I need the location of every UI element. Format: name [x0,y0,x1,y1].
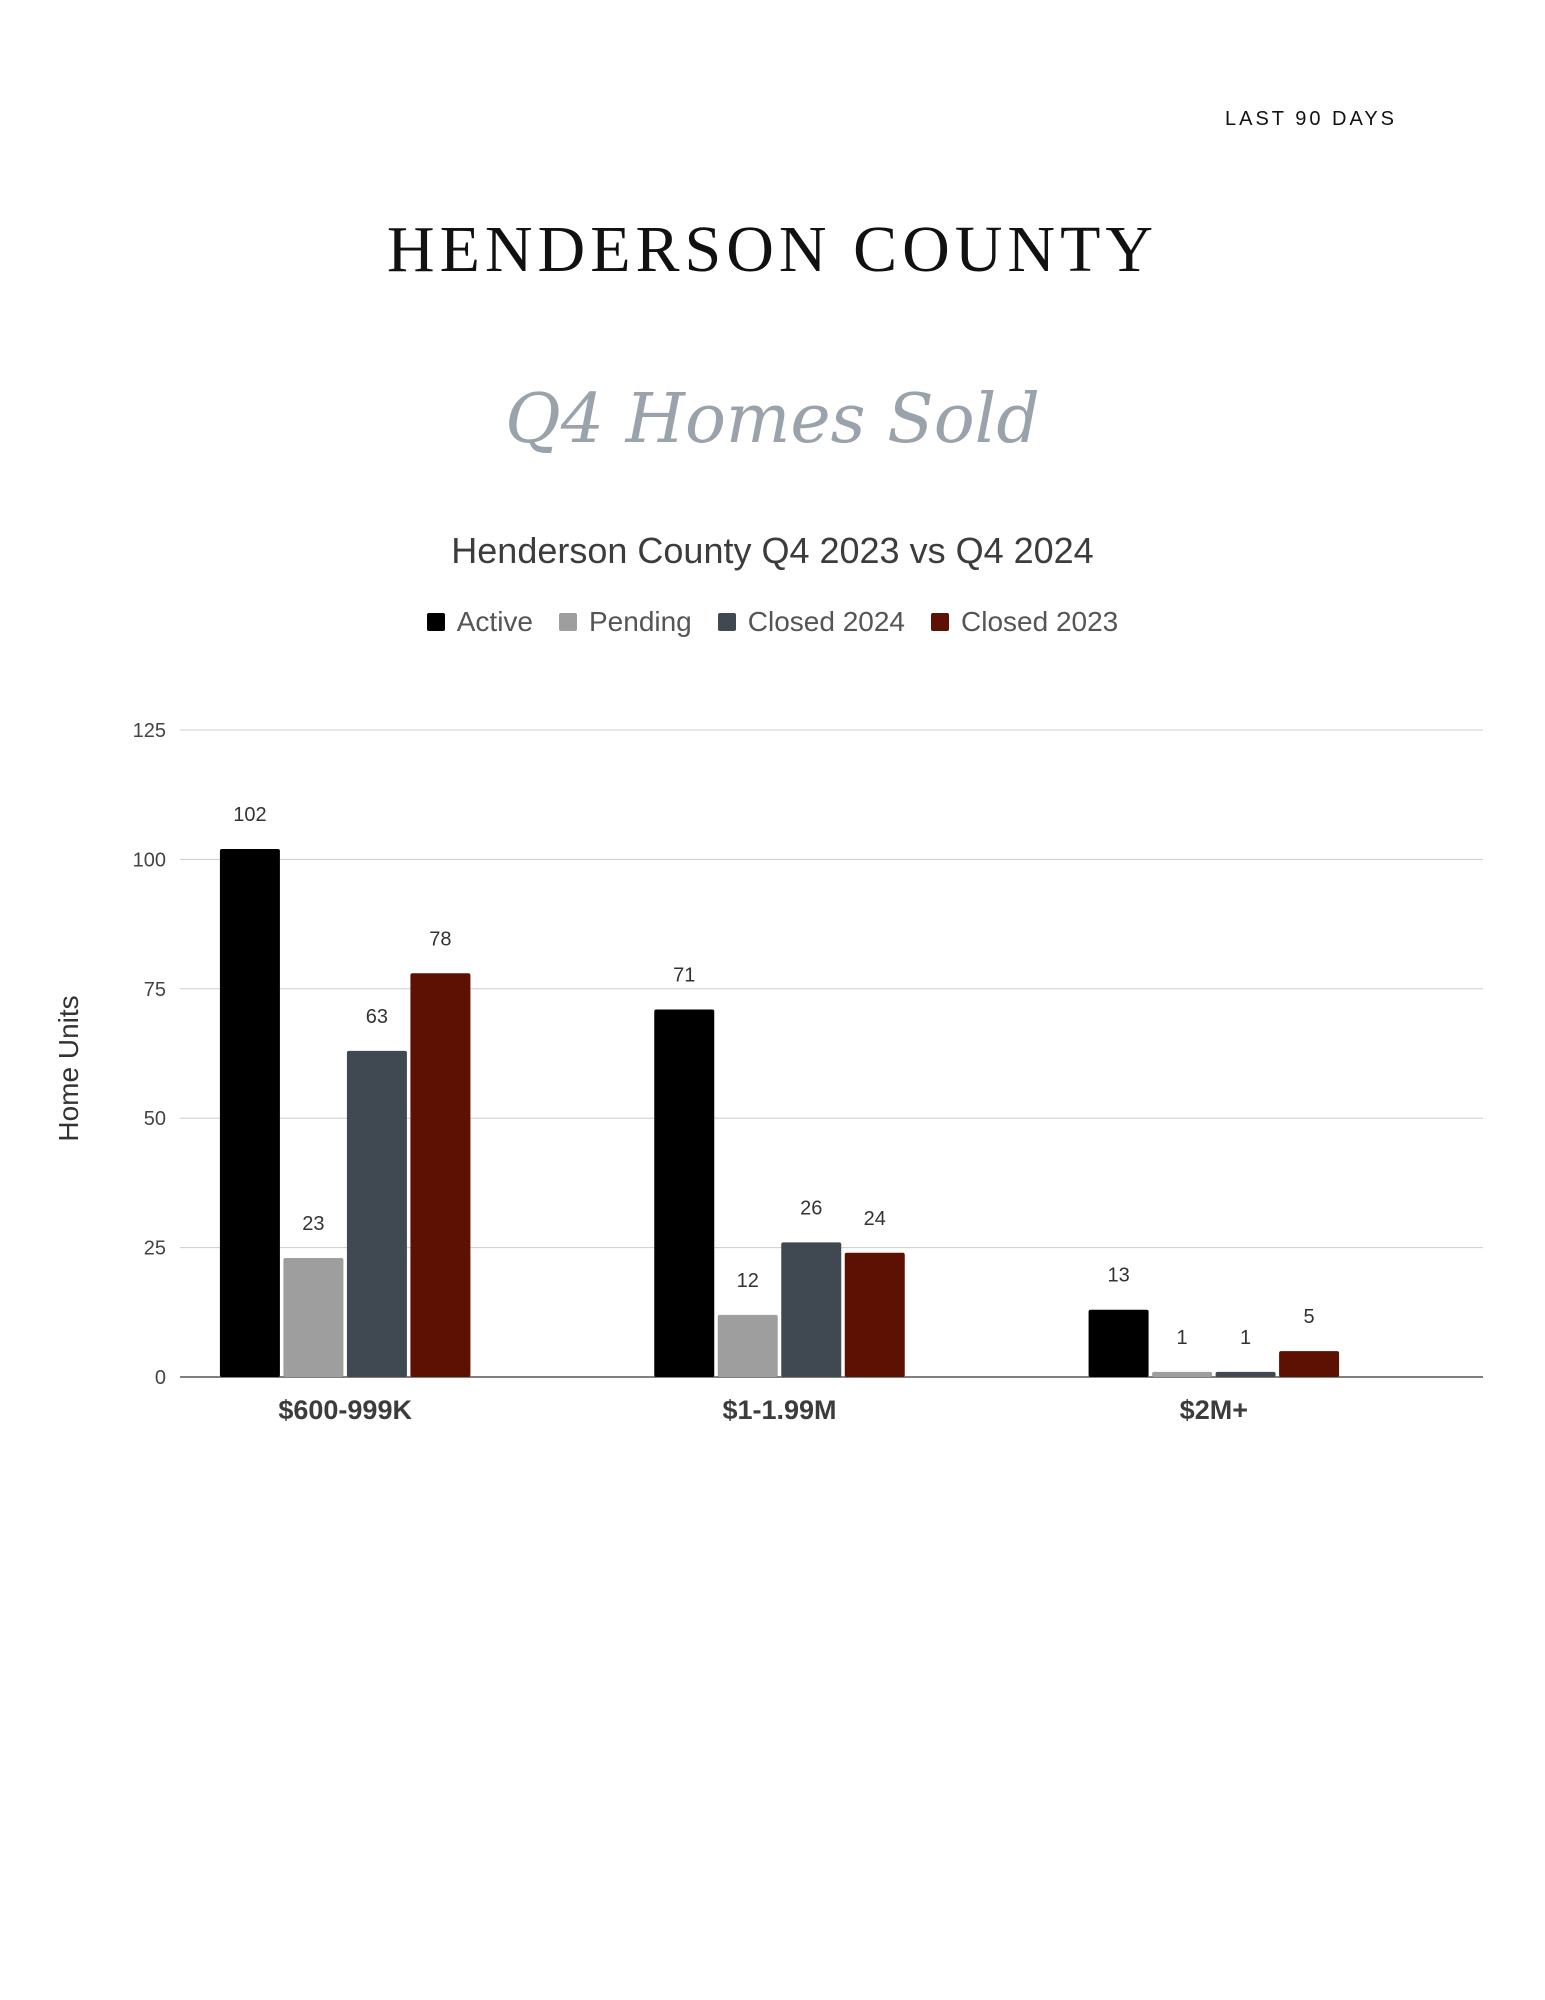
bar-active-600-999k [220,849,280,1377]
bar-closed-2024-600-999k [347,1051,407,1377]
legend-label-closed-2023: Closed 2023 [961,606,1119,637]
bar-closed-2024-2m [1216,1372,1276,1377]
y-tick-label: 100 [132,849,166,872]
legend-label-closed-2024: Closed 2024 [747,606,905,637]
y-tick-label: 75 [143,978,166,1001]
legend-label-active: Active [456,606,533,637]
y-tick-label: 125 [132,720,166,742]
data-label: 5 [1303,1306,1315,1329]
x-category-label: $2M+ [1179,1395,1248,1425]
legend-label-pending: Pending [589,606,692,637]
data-label: 63 [365,1005,389,1028]
chart-title: Henderson County Q4 2023 vs Q4 2024 [451,530,1094,571]
y-axis-label: Home Units [53,995,84,1142]
data-label: 24 [863,1207,886,1230]
y-tick-label: 25 [143,1237,166,1260]
x-category-label: $600-999K [278,1395,412,1425]
bar-closed-2023-600-999k [410,973,470,1377]
data-label: 13 [1107,1264,1130,1287]
data-label: 23 [302,1212,325,1235]
y-tick-label: 50 [143,1108,166,1131]
bar-pending-600-999k [283,1258,343,1377]
bar-closed-2023-2m [1279,1351,1339,1377]
data-label: 12 [736,1269,759,1292]
county-title: HENDERSON COUNTY [386,213,1159,286]
x-category-label: $1-1.99M [722,1395,837,1425]
data-label: 26 [800,1197,823,1220]
bar-pending-2m [1152,1372,1212,1377]
data-label: 102 [233,804,267,827]
bar-active-1-1-99m [654,1010,714,1377]
bar-pending-1-1-99m [718,1315,778,1377]
period-label: LAST 90 DAYS [1225,108,1397,130]
section-title: Q4 Homes Sold [505,380,1040,459]
bar-active-2m [1089,1310,1149,1377]
data-label: 1 [1176,1326,1188,1349]
data-label: 71 [673,964,696,987]
data-label: 78 [429,928,452,951]
y-tick-label: 0 [154,1367,166,1389]
data-label: 1 [1240,1326,1252,1349]
bar-closed-2023-1-1-99m [845,1253,905,1377]
bar-closed-2024-1-1-99m [781,1242,841,1377]
